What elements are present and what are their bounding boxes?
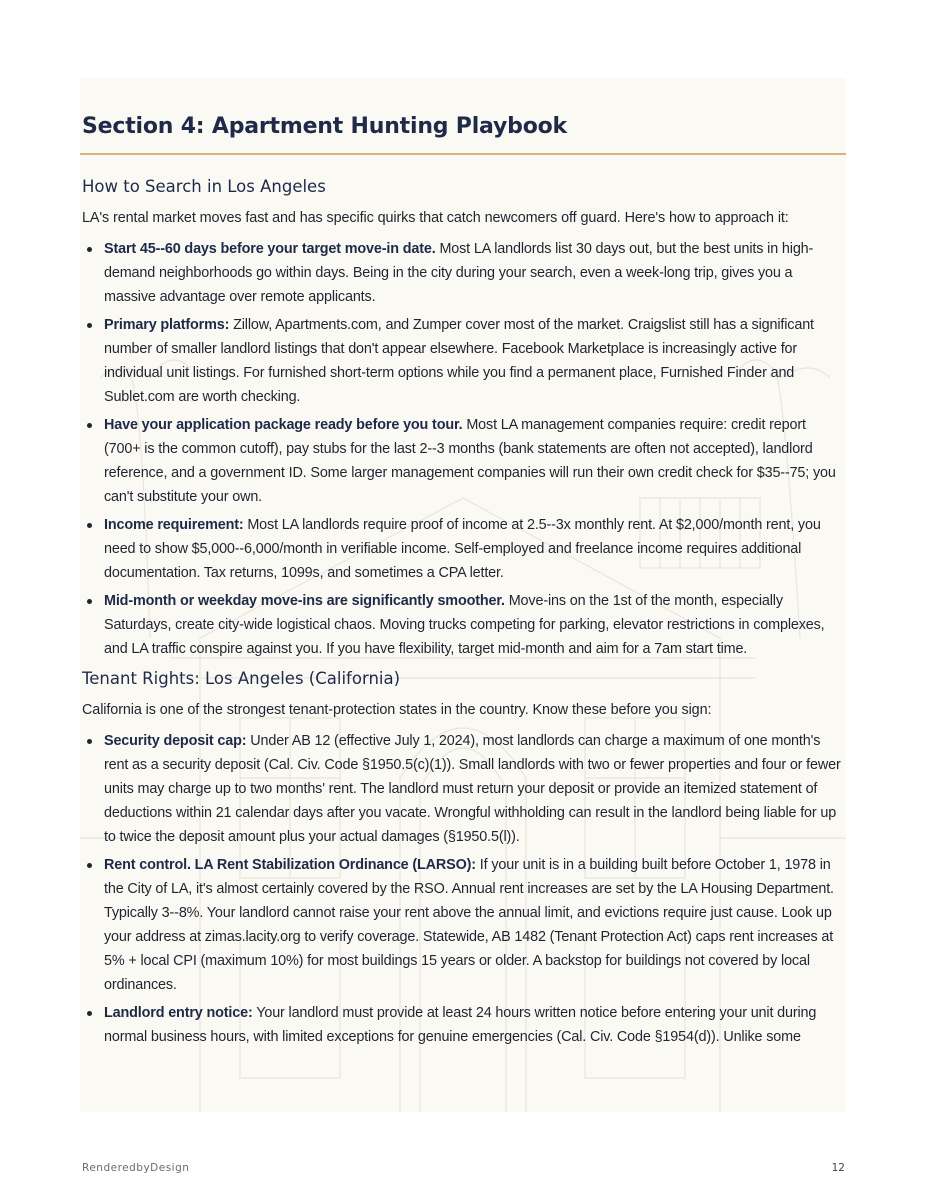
list-item (82, 853, 846, 997)
rights-intro: California is one of the strongest tenant-protection states in the country. Know these before you sign: (82, 702, 712, 718)
search-tips-list (82, 237, 846, 661)
list-item (82, 589, 846, 661)
rights-heading: Tenant Rights: Los Angeles (California) (82, 669, 401, 688)
search-intro: LA's rental market moves fast and has specific quirks that catch newcomers off guard. Here's how to approach it: (82, 210, 789, 226)
title-divider (80, 153, 846, 155)
page-content (82, 96, 846, 1053)
item-lead: Security deposit cap: (104, 733, 247, 749)
list-item (82, 413, 846, 509)
item-lead: Primary platforms: (104, 317, 230, 333)
item-text: Move-ins on the 1st of the month, especially Saturdays, create city-wide logistical chaos. Moving trucks competing for parking, elevator restrictions in complexes, and LA traffic conspire against you. If you have flexibility, target mid-month and aim for a 7am start time. (104, 593, 825, 657)
item-text: Under AB 12 (effective July 1, 2024), most landlords can charge a maximum of one month's rent as a security deposit (Cal. Civ. Code §1950.5(c)(1)). Small landlords with two or fewer properties and four or fewer units may charge up to two months' rent. The landlord must return your deposit or provide an itemized statement of deductions within 21 calendar days after you vacate. Wrongful withholding can result in the landlord being liable for up to twice the deposit amount plus your actual damages (§1950.5(l)). (104, 733, 841, 845)
item-text: Most LA landlords require proof of income at 2.5--3x monthly rent. At $2,000/month rent, you need to show $5,000--6,000/month in verifiable income. Self-employed and freelance income requires additional documentation. Tax returns, 1099s, and sometimes a CPA letter. (104, 517, 821, 581)
search-heading: How to Search in Los Angeles (82, 177, 326, 196)
list-item (82, 1001, 846, 1049)
item-lead: Mid-month or weekday move-ins are significantly smoother. (104, 593, 505, 609)
list-item (82, 237, 846, 309)
item-text: Most LA landlords list 30 days out, but the best units in high-demand neighborhoods go within days. Being in the city during your search, even a week-long trip, gives you a massive advantage over remote applicants. (104, 241, 814, 305)
item-text: Most LA management companies require: credit report (700+ is the common cutoff), pay stubs for the last 2--3 months (bank statements are often not accepted), landlord reference, and a government ID. Some larger management companies will run their own credit check for $35--75; you can't substitute your own. (104, 417, 836, 505)
item-text: If your unit is in a building built before October 1, 1978 in the City of LA, it's almost certainly covered by the RSO. Annual rent increases are set by the LA Housing Department. Typically 3--8%. Your landlord cannot raise your rent above the annual limit, and evictions require just cause. Look up your address at zimas.lacity.org to verify coverage. Statewide, AB 1482 (Tenant Protection Act) caps rent increases at 5% + local CPI (maximum 10%) for most buildings 15 years or older. A backstop for buildings not covered by local ordinances. (104, 857, 834, 993)
item-lead: Income requirement: (104, 517, 244, 533)
tenant-rights-list (82, 729, 846, 1049)
list-item (82, 513, 846, 585)
list-item (82, 729, 846, 849)
item-text: Zillow, Apartments.com, and Zumper cover most of the market. Craigslist still has a significant number of smaller landlord listings that don't appear elsewhere. Facebook Marketplace is increasingly active for individual unit listings. For furnished short-term options while you find a permanent place, Furnished Finder and Sublet.com are worth checking. (104, 317, 814, 405)
item-text: Your landlord must provide at least 24 hours written notice before entering your unit during normal business hours, with limited exceptions for genuine emergencies (Cal. Civ. Code §1954(d)). Unlike some (104, 1005, 817, 1045)
item-lead: Start 45--60 days before your target move-in date. (104, 241, 436, 257)
item-lead: Rent control. LA Rent Stabilization Ordinance (LARSO): (104, 857, 476, 873)
item-lead: Landlord entry notice: (104, 1005, 253, 1021)
page-number: 12 (831, 1162, 845, 1174)
item-lead: Have your application package ready before you tour. (104, 417, 463, 433)
section-title: Section 4: Apartment Hunting Playbook (82, 114, 567, 139)
footer-brand: RenderedbyDesign (82, 1162, 190, 1174)
list-item (82, 313, 846, 409)
